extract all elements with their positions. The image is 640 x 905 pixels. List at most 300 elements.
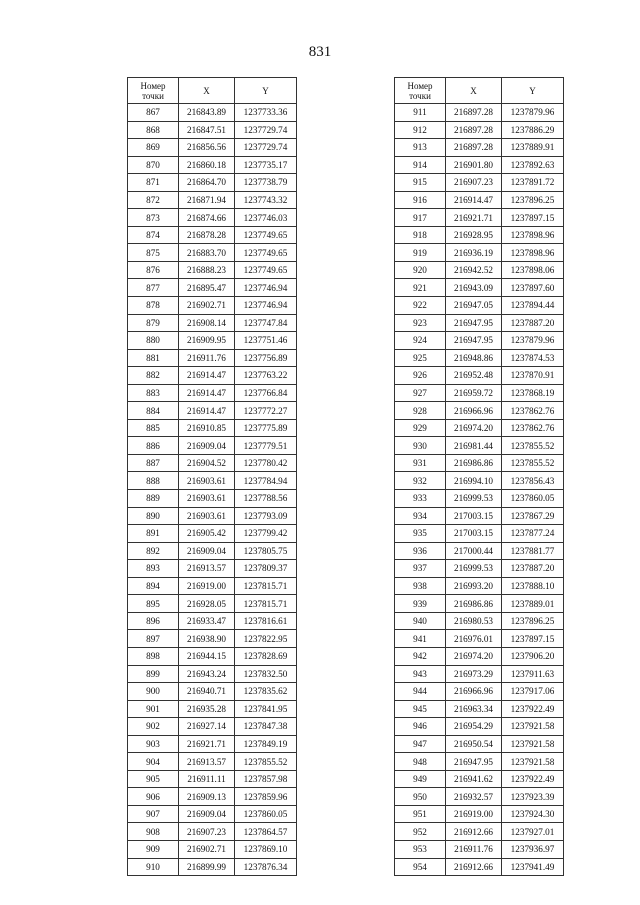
table-row	[128, 823, 297, 841]
cell-y: 1237898.96	[502, 226, 564, 244]
cell-x: 216860.18	[179, 156, 235, 174]
cell-x: 216932.57	[446, 788, 502, 806]
cell-y: 1237936.97	[502, 840, 564, 858]
table-row	[128, 735, 297, 753]
table-row	[395, 314, 564, 332]
cell-y: 1237729.74	[235, 139, 297, 157]
cell-x: 216933.47	[179, 612, 235, 630]
cell-y: 1237784.94	[235, 472, 297, 490]
table-row	[395, 490, 564, 508]
table-row	[128, 209, 297, 227]
table-row	[128, 384, 297, 402]
cell-point-number: 906	[128, 788, 179, 806]
table-row	[128, 279, 297, 297]
table-row	[128, 507, 297, 525]
cell-x: 216913.57	[179, 560, 235, 578]
cell-point-number: 898	[128, 647, 179, 665]
cell-point-number: 890	[128, 507, 179, 525]
cell-y: 1237906.20	[502, 647, 564, 665]
cell-x: 216921.71	[179, 735, 235, 753]
table-row	[395, 647, 564, 665]
cell-point-number: 925	[395, 349, 446, 367]
cell-y: 1237855.52	[502, 437, 564, 455]
cell-point-number: 893	[128, 560, 179, 578]
table-row	[395, 858, 564, 876]
cell-x: 216864.70	[179, 174, 235, 192]
cell-x: 216947.95	[446, 314, 502, 332]
cell-x: 216966.96	[446, 402, 502, 420]
table-row	[395, 770, 564, 788]
table-row	[395, 840, 564, 858]
header-point-number-line2: точки	[409, 90, 431, 101]
cell-y: 1237738.79	[235, 174, 297, 192]
cell-point-number: 872	[128, 191, 179, 209]
cell-x: 216903.61	[179, 472, 235, 490]
cell-point-number: 908	[128, 823, 179, 841]
cell-x: 216909.95	[179, 332, 235, 350]
cell-x: 216897.28	[446, 139, 502, 157]
cell-y: 1237779.51	[235, 437, 297, 455]
cell-point-number: 915	[395, 174, 446, 192]
cell-x: 216914.47	[446, 191, 502, 209]
cell-x: 216912.66	[446, 858, 502, 876]
cell-x: 216948.86	[446, 349, 502, 367]
cell-point-number: 869	[128, 139, 179, 157]
cell-point-number: 876	[128, 261, 179, 279]
cell-x: 216947.95	[446, 753, 502, 771]
cell-y: 1237835.62	[235, 683, 297, 701]
table-row	[128, 753, 297, 771]
cell-point-number: 870	[128, 156, 179, 174]
cell-point-number: 894	[128, 577, 179, 595]
table-row	[395, 191, 564, 209]
cell-point-number: 920	[395, 261, 446, 279]
cell-x: 216909.13	[179, 788, 235, 806]
table-row	[395, 261, 564, 279]
cell-x: 216914.47	[179, 367, 235, 385]
cell-point-number: 944	[395, 683, 446, 701]
cell-y: 1237832.50	[235, 665, 297, 683]
cell-point-number: 927	[395, 384, 446, 402]
cell-x: 216905.42	[179, 525, 235, 543]
cell-point-number: 892	[128, 542, 179, 560]
cell-point-number: 932	[395, 472, 446, 490]
cell-x: 216938.90	[179, 630, 235, 648]
cell-x: 216856.56	[179, 139, 235, 157]
table-row	[128, 156, 297, 174]
cell-x: 216883.70	[179, 244, 235, 262]
cell-y: 1237898.96	[502, 244, 564, 262]
cell-point-number: 938	[395, 577, 446, 595]
cell-point-number: 930	[395, 437, 446, 455]
cell-point-number: 891	[128, 525, 179, 543]
cell-point-number: 934	[395, 507, 446, 525]
cell-y: 1237856.43	[502, 472, 564, 490]
cell-x: 216994.10	[446, 472, 502, 490]
cell-x: 216913.57	[179, 753, 235, 771]
table-row	[128, 770, 297, 788]
cell-point-number: 943	[395, 665, 446, 683]
cell-x: 216944.15	[179, 647, 235, 665]
table-row	[395, 525, 564, 543]
cell-point-number: 874	[128, 226, 179, 244]
table-row	[395, 805, 564, 823]
cell-y: 1237889.91	[502, 139, 564, 157]
cell-point-number: 877	[128, 279, 179, 297]
cell-y: 1237888.10	[502, 577, 564, 595]
cell-y: 1237857.98	[235, 770, 297, 788]
cell-y: 1237923.39	[502, 788, 564, 806]
cell-point-number: 940	[395, 612, 446, 630]
cell-y: 1237869.10	[235, 840, 297, 858]
header-y: Y	[235, 78, 297, 104]
cell-y: 1237921.58	[502, 718, 564, 736]
cell-x: 216909.04	[179, 437, 235, 455]
cell-point-number: 905	[128, 770, 179, 788]
cell-x: 216974.20	[446, 647, 502, 665]
table-row	[395, 279, 564, 297]
cell-point-number: 881	[128, 349, 179, 367]
cell-point-number: 935	[395, 525, 446, 543]
table-row	[128, 525, 297, 543]
cell-y: 1237746.03	[235, 209, 297, 227]
cell-y: 1237870.91	[502, 367, 564, 385]
table-row	[128, 104, 297, 122]
cell-y: 1237867.29	[502, 507, 564, 525]
table-body	[128, 104, 297, 876]
cell-x: 216847.51	[179, 121, 235, 139]
cell-point-number: 909	[128, 840, 179, 858]
cell-point-number: 922	[395, 297, 446, 315]
table-header-row	[395, 78, 564, 104]
cell-point-number: 910	[128, 858, 179, 876]
cell-y: 1237763.22	[235, 367, 297, 385]
cell-x: 216914.47	[179, 402, 235, 420]
cell-x: 216904.52	[179, 454, 235, 472]
cell-x: 216943.09	[446, 279, 502, 297]
cell-x: 216909.04	[179, 542, 235, 560]
cell-point-number: 875	[128, 244, 179, 262]
cell-y: 1237847.38	[235, 718, 297, 736]
cell-y: 1237809.37	[235, 560, 297, 578]
table-row	[395, 104, 564, 122]
table-row	[395, 367, 564, 385]
cell-x: 216908.14	[179, 314, 235, 332]
cell-y: 1237927.01	[502, 823, 564, 841]
table-row	[128, 612, 297, 630]
cell-y: 1237922.49	[502, 700, 564, 718]
cell-point-number: 941	[395, 630, 446, 648]
cell-y: 1237874.53	[502, 349, 564, 367]
cell-point-number: 903	[128, 735, 179, 753]
cell-x: 216903.61	[179, 490, 235, 508]
cell-point-number: 952	[395, 823, 446, 841]
table-row	[128, 560, 297, 578]
cell-x: 216966.96	[446, 683, 502, 701]
table-row	[128, 332, 297, 350]
cell-x: 216874.66	[179, 209, 235, 227]
cell-x: 216843.89	[179, 104, 235, 122]
table-row	[128, 261, 297, 279]
cell-point-number: 923	[395, 314, 446, 332]
cell-point-number: 924	[395, 332, 446, 350]
table-row	[395, 384, 564, 402]
cell-x: 216963.34	[446, 700, 502, 718]
cell-y: 1237747.84	[235, 314, 297, 332]
cell-y: 1237897.60	[502, 279, 564, 297]
table-row	[128, 367, 297, 385]
cell-point-number: 914	[395, 156, 446, 174]
cell-y: 1237793.09	[235, 507, 297, 525]
table-row	[128, 595, 297, 613]
table-row	[128, 858, 297, 876]
cell-point-number: 937	[395, 560, 446, 578]
cell-y: 1237775.89	[235, 419, 297, 437]
header-point-number-line1: Номер	[407, 80, 433, 91]
cell-point-number: 887	[128, 454, 179, 472]
table-row	[128, 700, 297, 718]
cell-y: 1237749.65	[235, 261, 297, 279]
table-body	[395, 104, 564, 876]
cell-x: 216911.11	[179, 770, 235, 788]
cell-x: 216897.28	[446, 104, 502, 122]
table-row	[395, 226, 564, 244]
table-row	[395, 437, 564, 455]
cell-x: 216919.00	[446, 805, 502, 823]
cell-point-number: 896	[128, 612, 179, 630]
cell-x: 216928.05	[179, 595, 235, 613]
header-point-number	[128, 78, 179, 104]
table-row	[128, 472, 297, 490]
cell-point-number: 917	[395, 209, 446, 227]
cell-x: 216902.71	[179, 840, 235, 858]
cell-x: 216936.19	[446, 244, 502, 262]
cell-x: 216910.85	[179, 419, 235, 437]
cell-x: 216952.48	[446, 367, 502, 385]
coordinates-table-left	[127, 77, 297, 876]
table-row	[395, 139, 564, 157]
cell-y: 1237879.96	[502, 104, 564, 122]
cell-y: 1237921.58	[502, 735, 564, 753]
cell-y: 1237897.15	[502, 209, 564, 227]
cell-point-number: 921	[395, 279, 446, 297]
cell-y: 1237822.95	[235, 630, 297, 648]
table-row	[128, 244, 297, 262]
cell-y: 1237735.17	[235, 156, 297, 174]
table-row	[395, 683, 564, 701]
cell-x: 216947.95	[446, 332, 502, 350]
table-row	[395, 507, 564, 525]
table-row	[128, 630, 297, 648]
cell-point-number: 919	[395, 244, 446, 262]
cell-y: 1237860.05	[235, 805, 297, 823]
cell-point-number: 946	[395, 718, 446, 736]
page-number: 831	[308, 44, 332, 60]
header-x: X	[179, 78, 235, 104]
cell-x: 216976.01	[446, 630, 502, 648]
cell-y: 1237751.46	[235, 332, 297, 350]
cell-y: 1237815.71	[235, 577, 297, 595]
cell-y: 1237896.25	[502, 612, 564, 630]
cell-y: 1237898.06	[502, 261, 564, 279]
cell-point-number: 933	[395, 490, 446, 508]
cell-point-number: 897	[128, 630, 179, 648]
table-row	[395, 560, 564, 578]
cell-y: 1237922.49	[502, 770, 564, 788]
table-row	[395, 577, 564, 595]
cell-point-number: 882	[128, 367, 179, 385]
cell-x: 216999.53	[446, 560, 502, 578]
cell-point-number: 885	[128, 419, 179, 437]
table-row	[128, 402, 297, 420]
cell-y: 1237799.42	[235, 525, 297, 543]
table-row	[128, 349, 297, 367]
cell-y: 1237886.29	[502, 121, 564, 139]
cell-y: 1237780.42	[235, 454, 297, 472]
header-y: Y	[502, 78, 564, 104]
table-row	[395, 630, 564, 648]
cell-x: 216897.28	[446, 121, 502, 139]
cell-x: 216947.05	[446, 297, 502, 315]
cell-x: 216907.23	[179, 823, 235, 841]
cell-point-number: 948	[395, 753, 446, 771]
table-row	[128, 665, 297, 683]
table-row	[128, 314, 297, 332]
cell-x: 216899.99	[179, 858, 235, 876]
cell-x: 216993.20	[446, 577, 502, 595]
cell-point-number: 873	[128, 209, 179, 227]
cell-point-number: 878	[128, 297, 179, 315]
cell-y: 1237756.89	[235, 349, 297, 367]
table-row	[395, 297, 564, 315]
cell-point-number: 889	[128, 490, 179, 508]
cell-x: 216941.62	[446, 770, 502, 788]
cell-x: 216907.23	[446, 174, 502, 192]
table-row	[128, 297, 297, 315]
cell-x: 216935.28	[179, 700, 235, 718]
table-row	[395, 454, 564, 472]
cell-y: 1237868.19	[502, 384, 564, 402]
header-point-number-line2: точки	[142, 90, 164, 101]
table-row	[395, 665, 564, 683]
cell-point-number: 895	[128, 595, 179, 613]
cell-point-number: 949	[395, 770, 446, 788]
cell-y: 1237911.63	[502, 665, 564, 683]
cell-x: 216871.94	[179, 191, 235, 209]
cell-point-number: 871	[128, 174, 179, 192]
cell-x: 216878.28	[179, 226, 235, 244]
table-row	[128, 647, 297, 665]
cell-y: 1237877.24	[502, 525, 564, 543]
cell-y: 1237860.05	[502, 490, 564, 508]
cell-x: 216974.20	[446, 419, 502, 437]
cell-point-number: 913	[395, 139, 446, 157]
table-row	[395, 121, 564, 139]
cell-y: 1237841.95	[235, 700, 297, 718]
cell-y: 1237862.76	[502, 419, 564, 437]
cell-x: 216981.44	[446, 437, 502, 455]
cell-x: 216986.86	[446, 595, 502, 613]
table-row	[395, 472, 564, 490]
table-row	[128, 191, 297, 209]
cell-y: 1237855.52	[235, 753, 297, 771]
cell-y: 1237859.96	[235, 788, 297, 806]
cell-x: 216901.80	[446, 156, 502, 174]
cell-x: 216954.29	[446, 718, 502, 736]
cell-point-number: 947	[395, 735, 446, 753]
cell-y: 1237788.56	[235, 490, 297, 508]
cell-x: 216942.52	[446, 261, 502, 279]
cell-x: 217003.15	[446, 525, 502, 543]
table-row	[128, 437, 297, 455]
cell-x: 216911.76	[179, 349, 235, 367]
cell-y: 1237889.01	[502, 595, 564, 613]
cell-y: 1237891.72	[502, 174, 564, 192]
cell-x: 216921.71	[446, 209, 502, 227]
cell-point-number: 888	[128, 472, 179, 490]
cell-y: 1237894.44	[502, 297, 564, 315]
table-row	[128, 139, 297, 157]
cell-point-number: 936	[395, 542, 446, 560]
cell-y: 1237864.57	[235, 823, 297, 841]
cell-point-number: 899	[128, 665, 179, 683]
cell-x: 216927.14	[179, 718, 235, 736]
table-row	[395, 735, 564, 753]
cell-point-number: 928	[395, 402, 446, 420]
table-row	[395, 823, 564, 841]
cell-x: 216986.86	[446, 454, 502, 472]
cell-x: 216919.00	[179, 577, 235, 595]
table-row	[395, 542, 564, 560]
cell-point-number: 954	[395, 858, 446, 876]
cell-y: 1237921.58	[502, 753, 564, 771]
cell-x: 216928.95	[446, 226, 502, 244]
cell-x: 216959.72	[446, 384, 502, 402]
cell-y: 1237849.19	[235, 735, 297, 753]
cell-y: 1237862.76	[502, 402, 564, 420]
cell-y: 1237766.84	[235, 384, 297, 402]
table-row	[395, 612, 564, 630]
cell-y: 1237897.15	[502, 630, 564, 648]
header-point-number	[395, 78, 446, 104]
cell-x: 216903.61	[179, 507, 235, 525]
cell-x: 216973.29	[446, 665, 502, 683]
cell-point-number: 868	[128, 121, 179, 139]
cell-point-number: 916	[395, 191, 446, 209]
cell-point-number: 902	[128, 718, 179, 736]
cell-point-number: 884	[128, 402, 179, 420]
table-row	[128, 121, 297, 139]
cell-x: 216902.71	[179, 297, 235, 315]
cell-y: 1237917.06	[502, 683, 564, 701]
cell-point-number: 867	[128, 104, 179, 122]
cell-y: 1237887.20	[502, 560, 564, 578]
cell-x: 216999.53	[446, 490, 502, 508]
table-row	[395, 332, 564, 350]
table-row	[395, 419, 564, 437]
cell-y: 1237816.61	[235, 612, 297, 630]
cell-point-number: 926	[395, 367, 446, 385]
cell-point-number: 931	[395, 454, 446, 472]
cell-point-number: 900	[128, 683, 179, 701]
cell-point-number: 929	[395, 419, 446, 437]
cell-point-number: 911	[395, 104, 446, 122]
table-header-row	[128, 78, 297, 104]
cell-point-number: 879	[128, 314, 179, 332]
header-x: X	[446, 78, 502, 104]
table-row	[128, 490, 297, 508]
cell-x: 216888.23	[179, 261, 235, 279]
